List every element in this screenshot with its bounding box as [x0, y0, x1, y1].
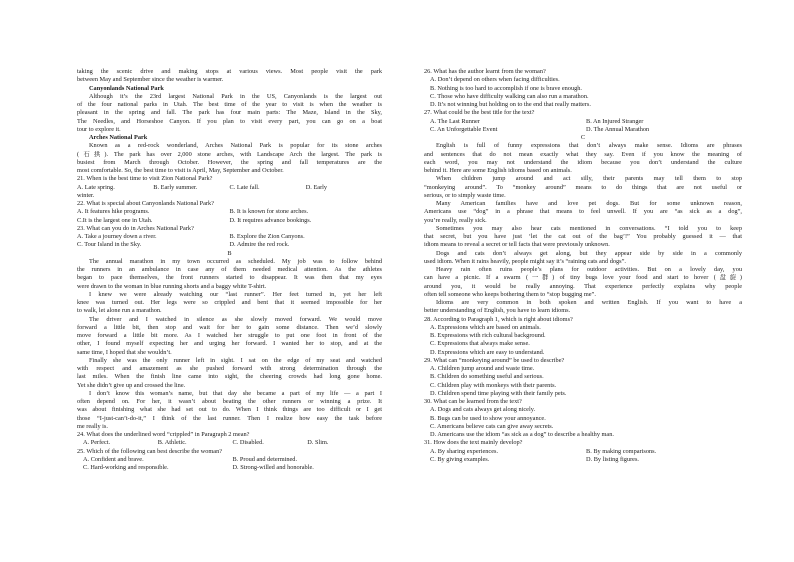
answer-options-row: [424, 93, 742, 101]
text-line: those “I-just-can’t-do-it,” I think of the last runner. Then I realize how easy the task before: [77, 414, 382, 422]
answer-option: B. Proud and determined.: [232, 455, 298, 463]
question-stem: 23. What can you do in Arches National Park?: [77, 224, 194, 232]
text-line: idiom means to reveal a secret or tell facts that were previously unknown.: [424, 241, 610, 249]
text-line: (石拱). The park has over 2,000 stone arches, with Landscape Arch the largest. The park is: [77, 150, 382, 158]
text-line: was about finishing what she had set out to do. When I think things are too difficult or I get: [77, 406, 382, 414]
question-stem: 30. What can be learned from the text?: [424, 398, 522, 405]
answer-options-row: [424, 85, 742, 93]
answer-options-row: [424, 101, 742, 109]
answer-option: A. Take a journey down a river.: [77, 233, 157, 240]
passage-letter: C: [580, 134, 586, 141]
answer-options-row: [77, 208, 382, 216]
answer-options-row: [424, 332, 742, 340]
text-line: tour to explore it.: [77, 125, 121, 133]
text-line: Heavy rain often ruins people’s plans for outdoor activities. But on a lovely day, you: [436, 266, 742, 273]
answer-option: B. Explore the Zion Canyons.: [229, 233, 305, 240]
answer-option: B. Nothing is too hard to accomplish if one is brave enough.: [430, 84, 582, 92]
answer-options-row: [77, 217, 382, 225]
answer-option: A. Perfect.: [83, 439, 111, 447]
answer-option: D. Children spend time playing with their family pets.: [430, 389, 567, 397]
answer-option: C. Americans believe cats can give away secrets.: [430, 422, 554, 430]
text-line: The driver and I watched in silence as she slowly moved forward. We would move: [89, 315, 382, 323]
answer-option: C. Disabled.: [232, 439, 264, 447]
question-stem: 25. Which of the following can best describe the woman?: [77, 447, 223, 455]
text-line: Dogs and cats don’t always get along, but they appear side by side in a commonly: [436, 249, 742, 257]
text-line: busiest from March through October. However, the spring and fall temperatures are the: [77, 158, 382, 166]
question-stem: 28. According to Paragraph 1, which is right about idioms?: [424, 315, 573, 323]
answer-option: D. Admire the red rock.: [229, 241, 290, 249]
answer-option: C. Children play with monkeys with their parents.: [430, 381, 557, 389]
answer-options-row: [77, 464, 382, 472]
answer-option: B. Bugs can be used to show your annoyance.: [430, 414, 546, 422]
answer-option: D. Americans use the idiom “as sick as a dog” to describe a healthy man.: [430, 431, 614, 438]
text-line: of the four national parks in Utah. The best time of the year to visit is when the weather is: [77, 101, 382, 108]
answer-options-row: [424, 423, 742, 431]
answer-option: D. Slim.: [307, 439, 329, 447]
question-stem: 29. What can “monkeying around” be used to describe?: [424, 356, 565, 364]
answer-option: D. It requires advance bookings.: [229, 216, 312, 224]
answer-option: D. Early: [305, 183, 328, 191]
answer-option: B. An Injured Stranger: [586, 117, 644, 125]
answer-option: C.It is the largest one in Utah.: [77, 216, 153, 224]
answer-options-row: [77, 439, 382, 447]
answer-option: C. Hard-working and responsible.: [83, 464, 169, 471]
text-line: each word, you may not understand the idiom because you don’t understand the culture: [424, 158, 742, 166]
left-column: [77, 68, 382, 472]
text-line: Known as a red-rock wonderland, Arches National Park is popular for its stone arches: [89, 142, 382, 150]
question-stem: 31. How does the text mainly develop?: [424, 439, 523, 447]
answer-option: D. Expressions which are easy to understand.: [430, 348, 545, 356]
text-line: behind it. Here are some English idioms based on animals.: [424, 167, 572, 174]
answer-options-row: [424, 456, 742, 464]
answer-option: A. Don’t depend on others when facing difficulties.: [430, 76, 560, 84]
answer-options-row: [424, 448, 742, 456]
text-line: Sometimes you may also hear cats mentioned in conversations. “I told you to keep: [436, 224, 742, 232]
text-line: knee was turned out. Her legs were so crippled and bent that it seemed impossible for her: [77, 299, 382, 306]
answer-options-row: [424, 382, 742, 390]
answer-option: C. Expressions that always make sense.: [430, 340, 530, 348]
answer-option: C. Tour Island in the Sky.: [77, 241, 142, 249]
answer-option: A. Dogs and cats always get along nicely.: [430, 406, 536, 414]
section-heading: Canyonlands National Park: [89, 84, 164, 92]
question-stem: 21. When is the best time to visit Zion National Park?: [77, 175, 213, 183]
text-line: The Needles, and Horseshoe Canyon. If you plan to visit every part, you can go on a boat: [77, 117, 382, 125]
text-line: Yet she didn’t give up and crossed the line.: [77, 381, 186, 389]
text-line: with respect and amazement as she pushed forward with strong determination through the: [77, 365, 382, 372]
text-line: serious, or to simply waste time.: [424, 191, 506, 199]
question-stem: 24. What does the underlined word “crippled” in Paragraph 2 mean?: [77, 431, 250, 438]
text-line: “monkeying around”. To “monkey around” means to do things that are not useful or: [424, 183, 742, 191]
answer-options-row: [424, 390, 742, 398]
text-line: were drawn to the woman in blue running shorts and a baggy white T-shirt.: [77, 282, 267, 290]
answer-option: B. Expressions with rich cultural background.: [430, 332, 546, 339]
answer-options-row: [77, 241, 382, 249]
text-line: I knew we were already watching our “last runner”. Her feet turned in, yet her left: [89, 290, 382, 298]
answer-option: C. An Unforgettable Event: [430, 125, 498, 133]
text-line: the runners in an ambulance in case any of them needed medical attention. As the athletes: [77, 266, 382, 273]
question-stem: 26. What has the author learnt from the woman?: [424, 68, 546, 75]
answer-option: A. Late spring.: [77, 183, 115, 191]
text-line: Finally she was the only runner left in sight. I sat on the edge of my seat and watched: [89, 356, 382, 364]
answer-option: C. Late fall.: [229, 183, 260, 191]
answer-option: C. Those who have difficulty walking can also run a marathon.: [430, 92, 589, 100]
answer-option: A. Expressions which are based on animals.: [430, 323, 541, 331]
text-line: and sentences that do not mean exactly what they say. Even if you know the meaning of: [424, 150, 742, 158]
text-line: most comfortable. So, the best time to visit is April, May, September and October.: [77, 167, 284, 174]
text-line: often tell someone who keeps bothering them to “stop bugging me”.: [424, 290, 596, 298]
answer-options-row: [424, 126, 742, 134]
answer-option: B. Early summer.: [153, 183, 198, 191]
right-column: [424, 68, 742, 464]
question-stem: 22. What is special about Canyonlands National Park?: [77, 200, 214, 207]
answer-option: A. By sharing experiences.: [430, 447, 499, 455]
answer-options-row: [424, 365, 742, 373]
text-line: English is full of funny expressions that don’t always make sense. Idioms are phrases: [436, 142, 742, 150]
text-line: that secret, but you have just ‘let the cat out of the bag’!” You probably guessed it — that: [424, 233, 742, 240]
text-line: to walk, let alone run a marathon.: [77, 307, 162, 315]
text-line: Idioms are very common in both spoken and written English. If you want to have a: [436, 299, 742, 306]
answer-option: A. The Last Runner: [430, 117, 480, 125]
text-line: used idiom. When it rains heavily, people might say it’s “raining cats and dogs”.: [424, 257, 626, 265]
answer-options-row: [77, 456, 382, 464]
answer-options-row: [424, 406, 742, 414]
text-line: me really is.: [77, 422, 108, 430]
text-line: When children jump around and act silly, their parents may tell them to stop: [436, 175, 742, 183]
answer-option: A. Confident and brave.: [83, 455, 144, 463]
answer-option: D. It’s not winning but holding on to the end that really matters.: [430, 101, 591, 108]
text-line: taking the scenic drive and making stops at various views. Most people visit the park: [77, 68, 382, 75]
text-line: move forward a little bit more. As I watched her struggle to put one foot in front of the: [77, 332, 382, 339]
text-line: forward a little bit, then stop and wait for her to gain some distance. Then we’d slowly: [77, 323, 382, 331]
answer-options-row: [77, 184, 382, 192]
text-line: winter.: [77, 191, 95, 199]
text-line: The annual marathon in my town occurred as scheduled. My job was to follow behind: [89, 257, 382, 265]
text-line: between May and September since the weather is warmer.: [77, 76, 224, 84]
text-line: you’re really, really sick.: [424, 216, 487, 224]
passage-letter: B: [227, 249, 232, 257]
answer-option: D. The Annual Marathon: [586, 125, 650, 133]
text-line: other, I found myself expecting her and urging her forward. I wanted her to stop, and at the: [77, 340, 382, 348]
answer-options-row: [424, 340, 742, 348]
text-line: better understanding of English, you have to learn idioms.: [424, 307, 571, 315]
answer-options-row: [424, 76, 742, 84]
answer-options-row: [424, 324, 742, 332]
text-line: last miles. When the finish line came into sight, the cheering crowds had long gone home.: [77, 373, 382, 381]
answer-option: B. Athletic.: [157, 439, 187, 447]
section-heading: Arches National Park: [89, 134, 148, 141]
answer-option: A. Children jump around and waste time.: [430, 365, 535, 372]
text-line: Many American families have and love pet dogs. But for some unknown reason,: [436, 200, 742, 207]
text-line: Americans use “dog” in a phrase that means to feel unwell. If you are “as sick as a dog”,: [424, 208, 742, 216]
question-stem: 27. What could be the best title for the text?: [424, 109, 535, 117]
text-line: same time, I hoped that she wouldn’t.: [77, 348, 172, 356]
text-line: can have a picnic. If a swarm (一群) of tiny bugs love your food and start to hover (盘旋): [424, 274, 742, 282]
answer-option: B. By making comparisons.: [586, 447, 657, 455]
answer-options-row: [424, 415, 742, 423]
text-line: often depend on. For her, it wasn’t about beating the other runners or winning a prize. It: [77, 398, 382, 405]
answer-option: A. It features hike programs.: [77, 208, 150, 216]
answer-option: B. Children do something useful and serious.: [430, 373, 544, 381]
answer-option: C. By giving examples.: [430, 455, 490, 463]
text-line: pleasant in the spring and fall. The park has four main parts: The Maze, Island in the Sky,: [77, 109, 382, 117]
answer-option: B. It is known for stone arches.: [229, 208, 309, 216]
answer-options-row: [424, 373, 742, 381]
answer-options-row: [424, 349, 742, 357]
text-line: began to pace themselves, the front runners started to disappear. It was then that my eyes: [77, 274, 382, 282]
text-line: Although it’s the 23rd largest National Park in the US, Canyonlands is the largest out: [89, 92, 382, 100]
answer-options-row: [424, 431, 742, 439]
answer-options-row: [77, 233, 382, 241]
answer-option: D. Strong-willed and honorable.: [232, 464, 314, 471]
text-line: around you, it would be really annoying. That experience perfectly explains why people: [424, 282, 742, 290]
answer-option: D. By listing figures.: [586, 455, 639, 463]
answer-options-row: [424, 118, 742, 126]
text-line: I don’t know this woman’s name, but that day she became a part of my life — a part I: [89, 389, 382, 397]
